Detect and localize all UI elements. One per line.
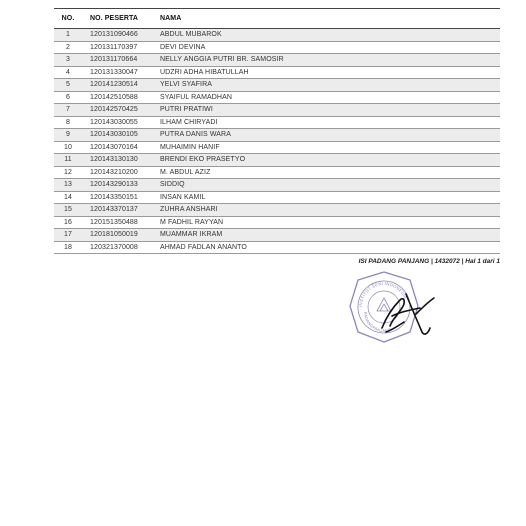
participant-name: M. ABDUL AZIZ (154, 166, 500, 179)
participant-name: INSAN KAMIL (154, 191, 500, 204)
table-row (54, 54, 500, 67)
participant-name: AHMAD FADLAN ANANTO (154, 241, 500, 254)
row-number: 13 (54, 179, 82, 192)
row-number: 3 (54, 54, 82, 67)
table-row (54, 116, 500, 129)
table-header-row (54, 9, 500, 29)
table-row (54, 166, 500, 179)
header-name: NAMA (154, 9, 500, 29)
stamp-text-top: INSTITUT SENI INDONESIA (357, 280, 409, 308)
table-row (54, 229, 500, 242)
participant-table (54, 8, 500, 254)
row-number: 5 (54, 79, 82, 92)
row-number: 15 (54, 204, 82, 217)
participant-number: 120143130130 (82, 154, 154, 167)
table-row (54, 29, 500, 42)
participant-name: MUAMMAR IKRAM (154, 229, 500, 242)
participant-name: ZUHRA ANSHARI (154, 204, 500, 217)
table-row (54, 191, 500, 204)
participant-name: PUTRA DANIS WARA (154, 129, 500, 142)
table-row (54, 41, 500, 54)
participant-number: 120142510588 (82, 91, 154, 104)
participant-number: 120141230514 (82, 79, 154, 92)
official-stamp-with-signature (346, 270, 456, 354)
row-number: 2 (54, 41, 82, 54)
table-body (54, 29, 500, 254)
participant-name: DEVI DEVINA (154, 41, 500, 54)
participant-number: 120151350488 (82, 216, 154, 229)
participant-name: SIDDIQ (154, 179, 500, 192)
row-number: 6 (54, 91, 82, 104)
participant-name: YELVI SYAFIRA (154, 79, 500, 92)
participant-number: 120131330047 (82, 66, 154, 79)
participant-name: M FADHIL RAYYAN (154, 216, 500, 229)
page-footer: ISI PADANG PANJANG | 1432072 | Hal 1 dari 1 (358, 258, 500, 265)
table-row (54, 241, 500, 254)
participant-number: 120131170397 (82, 41, 154, 54)
participant-number: 120321370008 (82, 241, 154, 254)
table-row (54, 154, 500, 167)
participant-number: 120143030055 (82, 116, 154, 129)
table-row (54, 91, 500, 104)
row-number: 1 (54, 29, 82, 42)
stamp-seal (350, 272, 418, 342)
participant-number: 120143290133 (82, 179, 154, 192)
participant-number: 120131170664 (82, 54, 154, 67)
row-number: 18 (54, 241, 82, 254)
participant-number: 120143070164 (82, 141, 154, 154)
table-row (54, 204, 500, 217)
participant-name: PUTRI PRATIWI (154, 104, 500, 117)
participant-number: 120143210200 (82, 166, 154, 179)
table-row (54, 66, 500, 79)
participant-number: 120143370137 (82, 204, 154, 217)
participant-name: UDZRI ADHA HIBATULLAH (154, 66, 500, 79)
header-participant-number: NO. PESERTA (82, 9, 154, 29)
participant-name: NELLY ANGGIA PUTRI BR. SAMOSIR (154, 54, 500, 67)
row-number: 9 (54, 129, 82, 142)
participant-name: ABDUL MUBAROK (154, 29, 500, 42)
participant-number: 120181050019 (82, 229, 154, 242)
table-row (54, 129, 500, 142)
stamp-text-bottom: PADANGPANJANG (362, 311, 393, 334)
row-number: 4 (54, 66, 82, 79)
row-number: 11 (54, 154, 82, 167)
table-row (54, 141, 500, 154)
participant-name: MUHAIMIN HANIF (154, 141, 500, 154)
participant-number: 120143350151 (82, 191, 154, 204)
row-number: 12 (54, 166, 82, 179)
row-number: 16 (54, 216, 82, 229)
header-no: NO. (54, 9, 82, 29)
table-row (54, 104, 500, 117)
row-number: 17 (54, 229, 82, 242)
participant-name: SYAIFUL RAMADHAN (154, 91, 500, 104)
participant-name: ILHAM CHIRYADI (154, 116, 500, 129)
row-number: 14 (54, 191, 82, 204)
row-number: 10 (54, 141, 82, 154)
svg-text:INSTITUT SENI INDONESIA (358, 281, 408, 307)
participant-number: 120142570425 (82, 104, 154, 117)
row-number: 7 (54, 104, 82, 117)
row-number: 8 (54, 116, 82, 129)
table-row (54, 79, 500, 92)
participant-number: 120131090466 (82, 29, 154, 42)
participant-name: BRENDI EKO PRASETYO (154, 154, 500, 167)
table-row (54, 179, 500, 192)
table-row (54, 216, 500, 229)
participant-number: 120143030105 (82, 129, 154, 142)
